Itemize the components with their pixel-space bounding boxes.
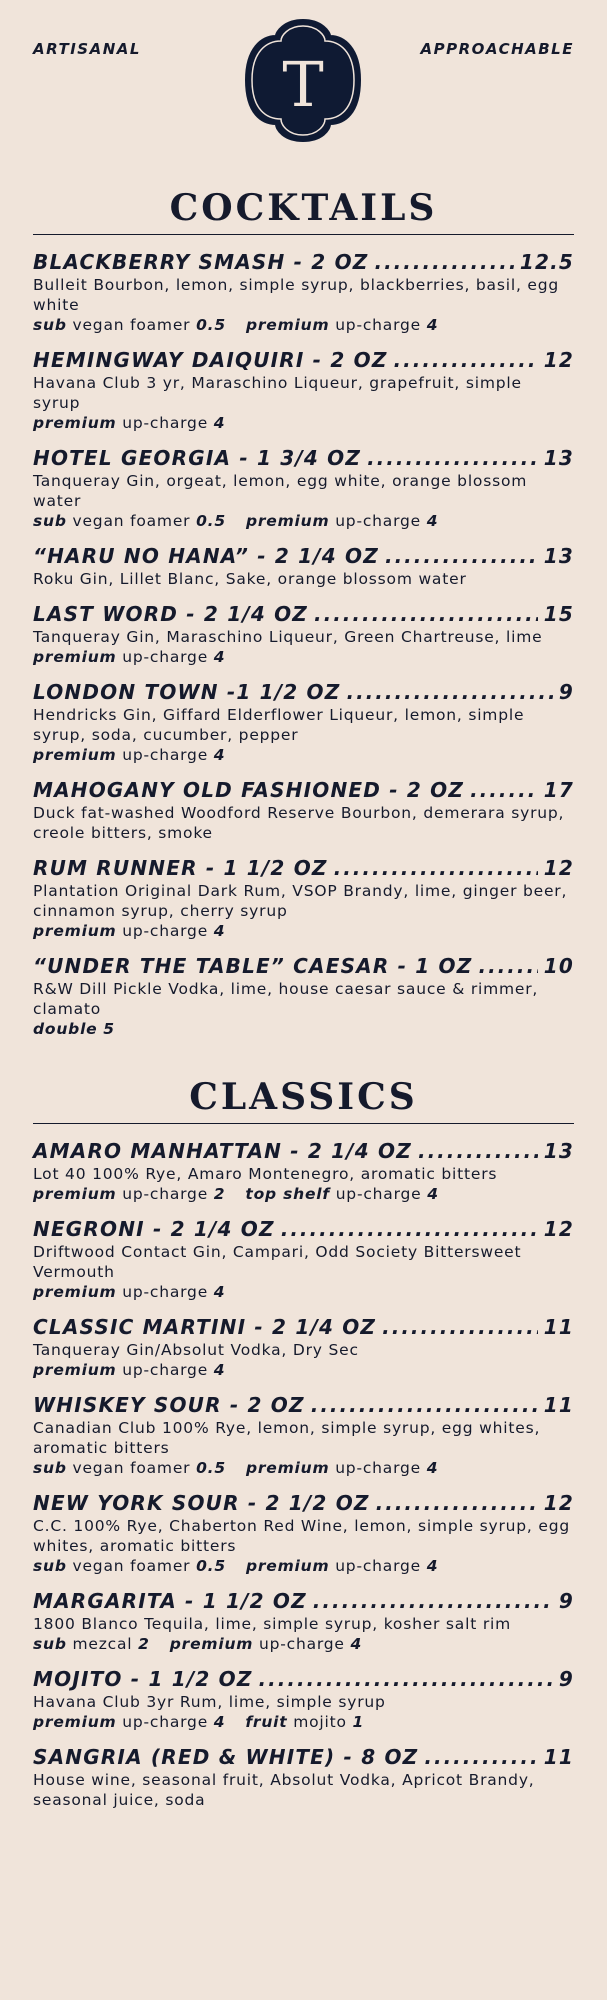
menu-item-description: Tanqueray Gin, Maraschino Liqueur, Green Chartreuse, lime xyxy=(33,628,543,646)
extra-text: up-charge xyxy=(258,1635,345,1653)
menu-item-description: Tanqueray Gin, orgeat, lemon, egg white, orange blossom water xyxy=(33,472,528,510)
menu-item-name: LONDON TOWN -1 1/2 OZ xyxy=(33,680,341,704)
extra-label: premium xyxy=(169,1635,254,1653)
extra-text: up-charge xyxy=(335,1459,421,1477)
extra-value: 0.5 xyxy=(196,316,226,334)
menu-item xyxy=(33,679,574,765)
extra-text: up-charge xyxy=(335,316,421,334)
extra-label: fruit xyxy=(245,1713,288,1731)
menu-item-heading xyxy=(33,445,574,471)
menu-item-heading xyxy=(33,1138,574,1164)
extra-option xyxy=(246,1459,438,1477)
extra-value: 0.5 xyxy=(196,512,226,530)
menu-item-price: 10 xyxy=(543,954,574,978)
menu-item-heading xyxy=(33,1588,574,1614)
extra-label: premium xyxy=(245,1459,330,1477)
classics-title: CLASSICS xyxy=(189,1076,418,1118)
cocktails-title: COCKTAILS xyxy=(169,187,438,229)
menu-item-extras xyxy=(33,1634,574,1654)
menu-item-extras xyxy=(33,1019,574,1039)
menu-item-name: MAHOGANY OLD FASHIONED - 2 OZ xyxy=(33,778,465,802)
extra-text: vegan foamer xyxy=(72,1459,191,1477)
dot-leader xyxy=(314,601,538,627)
menu-item-description: C.C. 100% Rye, Chaberton Red Wine, lemon, simple syrup, egg whites, aromatic bitters xyxy=(33,1517,570,1555)
extra-option xyxy=(33,1283,225,1301)
approachable-tag: APPROACHABLE xyxy=(420,40,574,58)
extra-text: up-charge xyxy=(122,746,209,764)
dot-leader xyxy=(313,1588,553,1614)
menu-item-description: Hendricks Gin, Giffard Elderflower Liqueur, lemon, simple syrup, soda, cucumber, pepper xyxy=(33,706,525,744)
menu-item-description: Canadian Club 100% Rye, lemon, simple syrup, egg whites, aromatic bitters xyxy=(33,1419,541,1457)
extra-value: 4 xyxy=(427,1185,439,1203)
menu-item-extras xyxy=(33,1556,574,1576)
extra-value: 4 xyxy=(350,1635,363,1653)
cocktails-divider xyxy=(33,234,574,235)
dot-leader xyxy=(259,1666,553,1692)
extra-value: 5 xyxy=(103,1020,115,1038)
extra-text: mojito xyxy=(293,1713,347,1731)
extra-option xyxy=(246,512,438,530)
menu-item-price: 17 xyxy=(543,778,574,802)
menu-item xyxy=(33,1666,574,1732)
menu-item-price: 11 xyxy=(543,1315,574,1339)
menu-item-heading xyxy=(33,855,574,881)
dot-leader xyxy=(418,1138,538,1164)
menu-item-extras xyxy=(33,1712,574,1732)
dot-leader xyxy=(367,445,538,471)
extra-text: vegan foamer xyxy=(72,512,191,530)
menu-item-heading xyxy=(33,1490,574,1516)
menu-item-heading xyxy=(33,1216,574,1242)
menu-item-name: HOTEL GEORGIA - 1 3/4 OZ xyxy=(33,446,362,470)
dot-leader xyxy=(470,777,538,803)
menu-item-description: Havana Club 3yr Rum, lime, simple syrup xyxy=(33,1693,386,1711)
extra-text: up-charge xyxy=(335,512,421,530)
menu-item-extras xyxy=(33,315,574,335)
menu-item xyxy=(33,777,574,843)
extra-label: double xyxy=(33,1020,98,1038)
extra-option xyxy=(246,316,438,334)
dot-leader xyxy=(311,1392,538,1418)
extra-label: top shelf xyxy=(245,1185,330,1203)
menu-item-price: 13 xyxy=(543,1139,574,1163)
menu-item xyxy=(33,1314,574,1380)
menu-item-price: 12 xyxy=(543,348,574,372)
menu-item-price: 15 xyxy=(543,602,574,626)
menu-item-name: WHISKEY SOUR - 2 OZ xyxy=(33,1393,305,1417)
extra-text: up-charge xyxy=(122,1185,209,1203)
menu-item-description: Duck fat-washed Woodford Reserve Bourbon, demerara syrup, creole bitters, smoke xyxy=(33,804,565,842)
extra-value: 4 xyxy=(426,512,439,530)
menu-item-description: Plantation Original Dark Rum, VSOP Brandy, lime, ginger beer, cinnamon syrup, cherry syrup xyxy=(33,882,568,920)
menu-item-heading xyxy=(33,679,574,705)
extra-option xyxy=(245,1185,438,1203)
extra-option xyxy=(33,1635,150,1653)
menu-item-heading xyxy=(33,777,574,803)
menu-item-price: 12.5 xyxy=(519,250,574,274)
extra-label: premium xyxy=(245,1557,330,1575)
extra-value: 4 xyxy=(213,746,226,764)
extra-label: sub xyxy=(33,1557,67,1575)
extra-option xyxy=(33,1185,225,1203)
menu-item-name: HEMINGWAY DAIQUIRI - 2 OZ xyxy=(33,348,388,372)
dot-leader xyxy=(385,543,538,569)
extra-option xyxy=(245,1713,364,1731)
extra-label: premium xyxy=(33,414,117,432)
menu-item-extras xyxy=(33,1282,574,1302)
extra-value: 2 xyxy=(213,1185,226,1203)
extra-label: premium xyxy=(33,1185,117,1203)
menu-item-extras xyxy=(33,1184,574,1204)
menu-item-name: “UNDER THE TABLE” CAESAR - 1 OZ xyxy=(33,954,473,978)
logo-letter: T xyxy=(282,48,324,121)
extra-label: sub xyxy=(33,316,67,334)
extra-text: up-charge xyxy=(122,414,209,432)
menu-item-name: MARGARITA - 1 1/2 OZ xyxy=(33,1589,307,1613)
extra-label: premium xyxy=(33,1713,117,1731)
extra-text: up-charge xyxy=(122,922,209,940)
menu-item-name: RUM RUNNER - 1 1/2 OZ xyxy=(33,856,328,880)
extra-value: 0.5 xyxy=(196,1557,226,1575)
menu-item-price: 12 xyxy=(543,1217,574,1241)
menu-item-price: 12 xyxy=(543,1491,574,1515)
menu-item xyxy=(33,543,574,589)
extra-text: up-charge xyxy=(335,1185,422,1203)
extra-label: premium xyxy=(33,1283,117,1301)
extra-option xyxy=(33,512,226,530)
extra-option xyxy=(33,316,226,334)
menu-item-extras xyxy=(33,1458,574,1478)
menu-item xyxy=(33,1588,574,1654)
extra-option xyxy=(33,746,225,764)
classics-list xyxy=(0,1138,607,1810)
extra-value: 0.5 xyxy=(196,1459,226,1477)
extra-option xyxy=(33,1459,226,1477)
menu-item-description: Lot 40 100% Rye, Amaro Montenegro, aromatic bitters xyxy=(33,1165,498,1183)
logo-badge xyxy=(244,18,362,143)
menu-item-heading xyxy=(33,953,574,979)
extra-value: 4 xyxy=(213,1713,226,1731)
menu-item-heading xyxy=(33,249,574,275)
menu-header xyxy=(0,0,607,150)
extra-label: premium xyxy=(33,746,117,764)
cocktails-section xyxy=(0,186,607,1039)
menu-item-heading xyxy=(33,347,574,373)
extra-option xyxy=(33,1713,225,1731)
extra-value: 4 xyxy=(426,1557,439,1575)
extra-label: premium xyxy=(245,512,330,530)
dot-leader xyxy=(334,855,538,881)
extra-value: 4 xyxy=(213,648,226,666)
extra-text: up-charge xyxy=(122,1283,209,1301)
extra-label: sub xyxy=(33,1635,67,1653)
dot-leader xyxy=(281,1216,538,1242)
menu-item-heading xyxy=(33,1666,574,1692)
menu-item xyxy=(33,1490,574,1576)
menu-item-name: NEW YORK SOUR - 2 1/2 OZ xyxy=(33,1491,370,1515)
extra-text: mezcal xyxy=(72,1635,133,1653)
logo-badge-icon xyxy=(244,18,362,143)
menu-item-description: Tanqueray Gin/Absolut Vodka, Dry Sec xyxy=(33,1341,359,1359)
dot-leader xyxy=(376,1490,538,1516)
menu-item-description: Bulleit Bourbon, lemon, simple syrup, blackberries, basil, egg white xyxy=(33,276,560,314)
menu-item-description: Driftwood Contact Gin, Campari, Odd Society Bittersweet Vermouth xyxy=(33,1243,522,1281)
menu-item-name: BLACKBERRY SMASH - 2 OZ xyxy=(33,250,369,274)
dot-leader xyxy=(394,347,538,373)
menu-item-price: 11 xyxy=(543,1745,574,1769)
extra-value: 4 xyxy=(213,414,226,432)
menu-item-price: 12 xyxy=(543,856,574,880)
menu-item-heading xyxy=(33,1392,574,1418)
menu-item-name: CLASSIC MARTINI - 2 1/4 OZ xyxy=(33,1315,377,1339)
menu-item-heading xyxy=(33,543,574,569)
extra-option xyxy=(33,1361,225,1379)
extra-label: sub xyxy=(33,1459,67,1477)
menu-item-extras xyxy=(33,413,574,433)
extra-text: up-charge xyxy=(122,1361,209,1379)
menu-item-description: R&W Dill Pickle Vodka, lime, house caesar sauce & rimmer, clamato xyxy=(33,980,539,1018)
dot-leader xyxy=(346,679,552,705)
extra-option xyxy=(170,1635,362,1653)
dot-leader xyxy=(382,1314,538,1340)
extra-option xyxy=(33,648,225,666)
menu-item-price: 9 xyxy=(558,1667,574,1691)
classics-section xyxy=(0,1075,607,1810)
extra-label: premium xyxy=(33,648,117,666)
menu-item-name: “HARU NO HANA” - 2 1/4 OZ xyxy=(33,544,379,568)
menu-item-extras xyxy=(33,1360,574,1380)
menu-item-price: 13 xyxy=(543,544,574,568)
menu-item-heading xyxy=(33,601,574,627)
dot-leader xyxy=(424,1744,537,1770)
extra-label: premium xyxy=(33,1361,117,1379)
menu-item-name: NEGRONI - 2 1/4 OZ xyxy=(33,1217,275,1241)
extra-value: 4 xyxy=(213,1361,226,1379)
artisanal-tag: ARTISANAL xyxy=(33,40,141,58)
extra-label: premium xyxy=(33,922,117,940)
extra-value: 4 xyxy=(426,316,439,334)
extra-text: vegan foamer xyxy=(72,1557,191,1575)
extra-option xyxy=(33,1020,115,1038)
menu-item-heading xyxy=(33,1314,574,1340)
menu-item-price: 11 xyxy=(543,1393,574,1417)
menu-item xyxy=(33,445,574,531)
menu-item-extras xyxy=(33,647,574,667)
extra-value: 4 xyxy=(213,922,226,940)
menu-item-name: MOJITO - 1 1/2 OZ xyxy=(33,1667,253,1691)
menu-item-heading xyxy=(33,1744,574,1770)
menu-item xyxy=(33,347,574,433)
menu-item-description: Roku Gin, Lillet Blanc, Sake, orange blossom water xyxy=(33,570,467,588)
extra-label: sub xyxy=(33,512,67,530)
extra-option xyxy=(33,922,225,940)
menu-item-price: 13 xyxy=(543,446,574,470)
extra-text: vegan foamer xyxy=(72,316,191,334)
menu-item-name: SANGRIA (RED & WHITE) - 8 OZ xyxy=(33,1745,419,1769)
menu-item xyxy=(33,1744,574,1810)
menu-item xyxy=(33,1216,574,1302)
menu-item xyxy=(33,249,574,335)
dot-leader xyxy=(374,249,513,275)
dot-leader xyxy=(478,953,537,979)
menu-item-extras xyxy=(33,745,574,765)
extra-option xyxy=(33,1557,226,1575)
extra-value: 2 xyxy=(138,1635,150,1653)
extra-value: 1 xyxy=(352,1713,365,1731)
menu-item-price: 9 xyxy=(558,680,574,704)
menu-item xyxy=(33,1392,574,1478)
menu-item-description: House wine, seasonal fruit, Absolut Vodka, Apricot Brandy, seasonal juice, soda xyxy=(33,1771,535,1809)
extra-value: 4 xyxy=(213,1283,226,1301)
menu-item-price: 9 xyxy=(558,1589,574,1613)
menu-item-extras xyxy=(33,921,574,941)
menu-item-name: AMARO MANHATTAN - 2 1/4 OZ xyxy=(33,1139,412,1163)
extra-text: up-charge xyxy=(122,1713,209,1731)
extra-text: up-charge xyxy=(122,648,209,666)
extra-option xyxy=(33,414,225,432)
menu-item xyxy=(33,855,574,941)
menu-item-description: Havana Club 3 yr, Maraschino Liqueur, grapefruit, simple syrup xyxy=(33,374,522,412)
menu-item xyxy=(33,1138,574,1204)
extra-value: 4 xyxy=(426,1459,439,1477)
extra-label: premium xyxy=(245,316,330,334)
menu-item xyxy=(33,601,574,667)
menu-item-name: LAST WORD - 2 1/4 OZ xyxy=(33,602,309,626)
menu-item-extras xyxy=(33,511,574,531)
cocktails-list xyxy=(0,249,607,1039)
extra-text: up-charge xyxy=(335,1557,421,1575)
menu-item-description: 1800 Blanco Tequila, lime, simple syrup, kosher salt rim xyxy=(33,1615,511,1633)
menu-item xyxy=(33,953,574,1039)
extra-option xyxy=(246,1557,438,1575)
classics-divider xyxy=(33,1123,574,1124)
